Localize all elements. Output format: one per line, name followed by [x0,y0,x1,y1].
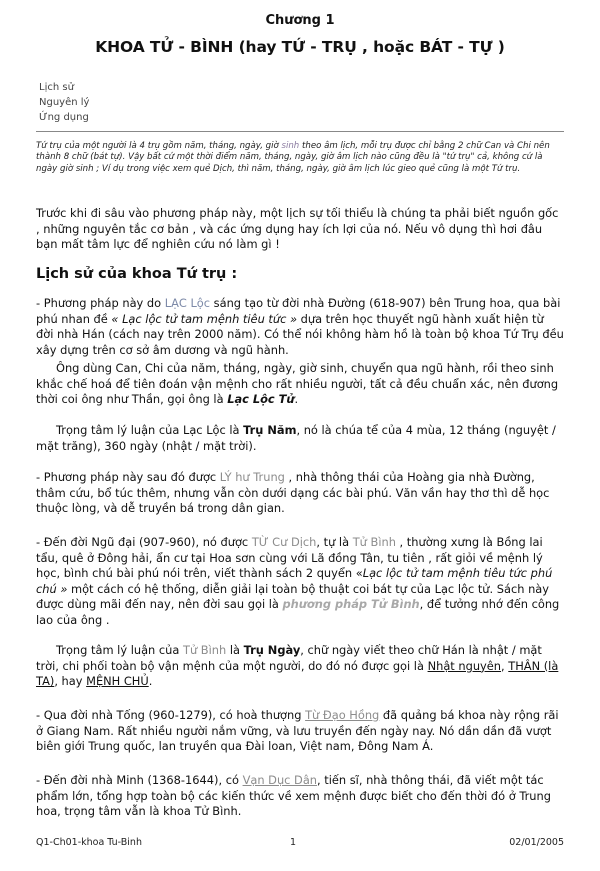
text: - Đến đời Ngũ đại (907-960), nó được [36,535,252,549]
intro-highlight-sinh: sinh [281,141,300,151]
paragraph-lac-loc [36,296,564,358]
text: - Đến đời nhà Minh (1368-1644), có [36,773,243,787]
text: Trọng tâm lý luận của Lạc Lộc là [56,423,244,437]
intro-text-2: theo âm lịch, mỗi trụ được chỉ bằng 2 chữ Can và Chi nên thành 8 chữ (bát tự). Vậy bất cứ một thời điểm năm, tháng, ngày, giờ âm lịch nào cũng đều là "tứ trụ" cả, không cứ là ngày giờ sinh ; Ví dụ trong việc xem quẻ Dịch, thì năm, tháng, ngày, giờ âm lịch lúc gieo quẻ cũng là một Tứ trụ. [36,141,550,174]
divider [36,131,564,132]
paragraph-tru-ngay [36,643,564,690]
link-tu-dao-hong[interactable]: Từ Đạo Hồng [305,708,380,722]
text: . [294,392,299,407]
text: , để tưởng nhớ đến công lao của ông . [36,597,560,627]
text: Trọng tâm lý luận của [56,643,183,657]
text: , tự là [316,535,353,549]
paragraph-tong-dynasty [36,708,564,755]
text: là [226,643,244,657]
toc-link-applications[interactable]: Ứng dụng [39,112,89,123]
text: , hay [54,674,87,689]
footer-page-number: 1 [290,837,297,848]
book-title: Lạc lộc tử tam mệnh tiêu tức phú chú » [36,566,553,596]
link-nhat-nguyen[interactable]: Nhật nguyên [427,658,502,673]
text: , nó là chúa tể của 4 mùa, 12 tháng (nguyệt / mặt trăng), 360 ngày (nhật / mặt trời). [36,423,556,453]
toc-link-principles[interactable]: Nguyên lý [39,97,90,108]
poem-title: « Lạc lộc tử tam mệnh tiêu tức » [111,311,298,326]
intro-note [36,141,564,175]
term-tru-ngay: Trụ Ngày [243,643,301,657]
name-lac-loc-tu: Lạc Lộc Tử [227,392,295,407]
text: sáng tạo từ đời nhà Đường (618-907) bên Trung hoa, qua bài phú nhan đề [36,296,561,326]
paragraph-tu-cu-dich [36,535,564,629]
paragraph-minh-dynasty [36,773,564,820]
chapter-label: Chương 1 [265,13,335,28]
text: . [148,674,153,689]
text: - Phương pháp này sau đó được [36,470,220,484]
text: Ông dùng Can, Chi của năm, tháng, ngày, giờ sinh, chuyển qua ngũ hành, rồi theo sinh khắc chế hoá để tiên đoán vận mệnh cho rất nhiều người, tất cả đều chuẩn xác, nên đương thời coi ông như Thần, gọi ông là [36,361,559,407]
history-heading: Lịch sử của khoa Tứ trụ : [36,266,238,282]
text: , tiến sĩ, nhà thông thái, đã viết một tác phẩm lớn, tổng hợp toàn bộ các kiến thức về xem mệnh được biết cho đến thời đó ở Trung hoa, trọng tâm vẫn là khoa Tử Bình. [36,773,551,819]
text: - Qua đời nhà Tống (960-1279), có hoà thượng [36,708,306,722]
method-name: phương pháp Tử Bình [282,597,420,612]
text: , thường xưng là Bồng lai tẩu, quê ở Đông hải, ẩn cư tại Hoa sơn cùng với Lã đồng Tân, tu tiên , rất giỏi về mệnh lý học, bình chú bài phú nói trên, viết thành sách 2 quyển « [36,535,543,581]
link-menh-chu[interactable]: MỆNH CHỦ [86,674,149,689]
link-lac-loc[interactable]: LẠC Lộc [164,296,211,310]
link-van-duc-dan[interactable]: Vạn Dục Dân [242,773,318,787]
link-tu-binh-2[interactable]: Tử Bình [182,643,227,657]
intro-text-1: Tứ trụ của một người là 4 trụ gồm năm, tháng, ngày, giờ [36,141,282,151]
text: đã quảng bá khoa này rộng rãi ở Giang Nam. Rất nhiều người nắm vững, và lưu truyền đến ngày nay. Nó dần dần đã vượt biên giới Trung quốc, lan truyền qua Đài loan, Việt nam, Đông Nam Á. [36,708,559,754]
text: , chữ ngày viết theo chữ Hán là nhật / mặt trời, chi phối toàn bộ vận mệnh của một người, do đó nó được gọi là [36,643,542,673]
link-than[interactable]: THÂN (là TA) [36,658,559,689]
lead-paragraph: Trước khi đi sâu vào phương pháp này, một lịch sự tối thiểu là chúng ta phải biết nguồn gốc , những nguyên tắc cơ bản , và các ứng dụng hay ích lợi của nó. Nếu vô dụng thì hơi đâu bạn mất tâm lực để nghiên cứu nó làm gì ! [36,206,559,252]
paragraph-ly-hu-trung [36,470,564,517]
toc-link-history[interactable]: Lịch sử [39,82,74,93]
text: , [501,658,509,673]
table-of-contents [39,80,89,125]
text: một cách có hệ thống, diễn giải lại toàn bộ thuật coi bát tự của Lạc lộc tử. Sách này được dùng mãi đến nay, nên đời sau gọi là [36,581,550,612]
page-title: KHOA TỬ - BÌNH (hay TỨ - TRỤ , hoặc BÁT - TỰ ) [95,38,505,56]
text: dựa trên học thuyết ngũ hành xuất hiện từ đời nhà Hán (cách nay trên 2000 năm). Có thể nói không hàm hồ là toàn bộ khoa Tứ Trụ đều xây dựng trên cơ sở âm dương và ngũ hành. [36,311,564,357]
text: , nhà thông thái của Hoàng gia nhà Đường, thâm cứu, bổ túc thêm, nhưng vẫn còn dưới dạng các bài phú. Văn vần hay thơ thì dễ học thuộc lòng, và dễ truyền bá trong dân gian. [36,470,550,516]
footer-date: 02/01/2005 [509,837,564,848]
footer-filename: Q1-Ch01-khoa Tu-Binh [36,837,142,848]
link-tu-binh[interactable]: Tử Bình [352,535,396,549]
paragraph-can-chi [36,361,564,408]
paragraph-tru-nam [36,423,564,454]
text: - Phương pháp này do [36,296,165,310]
link-tu-cu-dich[interactable]: TỪ Cư Dịch [251,535,317,549]
link-ly-hu-trung[interactable]: LÝ hư Trung [219,470,285,484]
term-tru-nam: Trụ Năm [243,423,297,437]
